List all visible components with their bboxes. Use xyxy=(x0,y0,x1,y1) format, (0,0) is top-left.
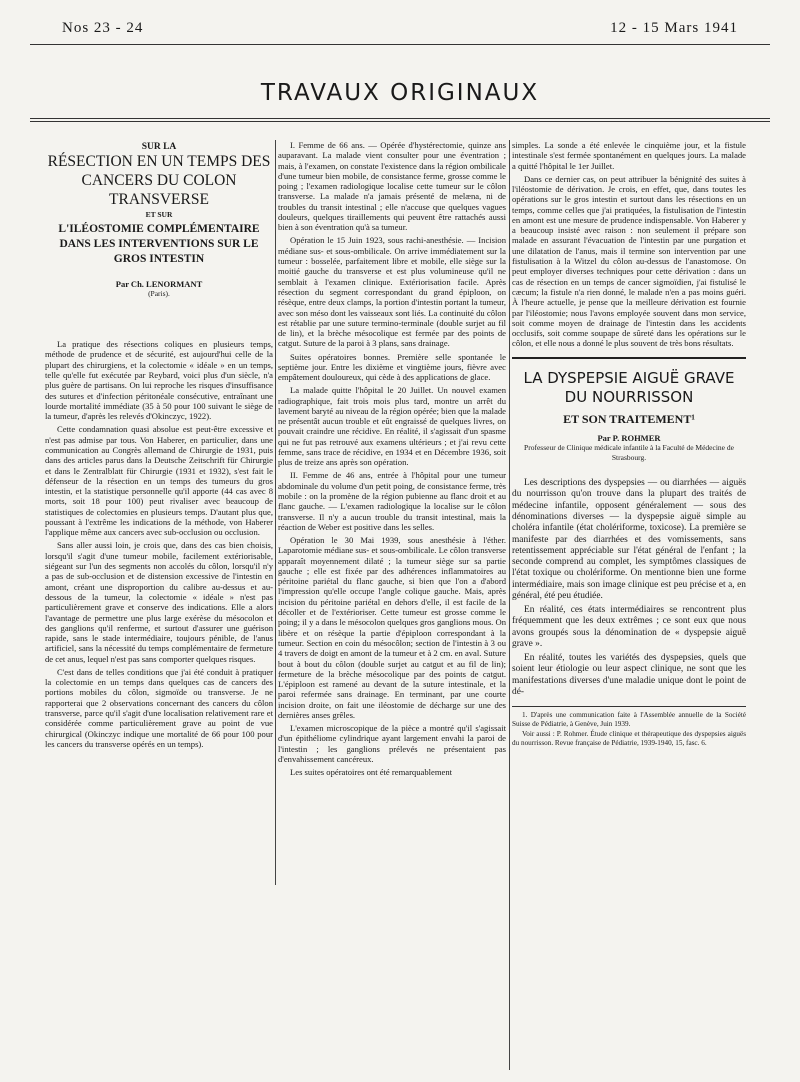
paragraph: Les descriptions des dyspepsies — ou diarrhées — aiguës du nourrisson qu'on trouve dans la plupart des traités de médecine infantile, opposent généralement — sous des dénominations diverses — la dyspepsie aiguë simple au choléra infantile (état cholériforme, toxicose). La première se manifeste par des diarrhées et des vomissements, sans retentissement appréciable sur l'état général de l'enfant ; la seconde comprend au complet, les symptômes classiques de l'état toxique ou cholériforme. On mentionne bien une forme intermédiaire, mais son image clinique est peu précise et a, en général, été peu étudiée. xyxy=(512,478,746,601)
paragraph: C'est dans de telles conditions que j'ai été conduit à pratiquer la colectomie en un temps dans quelques cas de cancers des portions mobiles du côlon, sigmoïde ou transverse. Je ne rapporterai que 2 observations concernant des cancers du côlon transverse, parce qu'il s'agit d'une localisation relativement rare et considérée comme particulièrement grave au point de vue chirurgical (Okinczyc indique une mortalité de 66 pour 100 pour les cancers du transverse opérés en un temps). xyxy=(45,666,273,749)
article2-subtitle: ET SON TRAITEMENT¹ xyxy=(563,411,695,426)
section-title: TRAVAUX ORIGINAUX xyxy=(260,80,540,106)
paragraph: En réalité, ces états intermédiaires se rencontrent plus fréquemment que les deux extrêmes ; ce sont eux que nous avons groupés sous la dénomination de « dyspepsie aiguë grave ». xyxy=(512,605,746,649)
article1-mid: ET SUR xyxy=(145,210,173,220)
paragraph: Sans aller aussi loin, je crois que, dans des cas bien choisis, lorsqu'il s'agit d'une tumeur mobile, facilement extériorisable, siégeant sur l'un des segments non accolés du côlon, lorsqu'il n'y a pas de sub-occlusion et de distension excessive de l'intestin en amont, créant une disproportion du calibre au-dessus et au-dessous de la tumeur, la colectomie « idéale » n'est pas particulièrement grave et conserve des indications. Elle a alors l'avantage de permettre une plus large exérèse du mésocolon et des ganglions qu'il renferme, et surtout d'assurer une guérison rapide, sans le stade intermédiaire, toujours pénible, de l'anus artificiel, sans la nécessité du temps complémentaire de fermeture de cet anus, lequel n'est pas sans comporter quelques risques. xyxy=(45,540,273,664)
paragraph: Les suites opératoires ont été remarquablement xyxy=(290,767,453,778)
article1-author: Par Ch. LENORMANT xyxy=(115,278,203,289)
column-rule-1 xyxy=(275,140,276,885)
article2-author: Par P. ROHMER xyxy=(597,432,661,443)
article-separator xyxy=(512,357,746,359)
column-2 xyxy=(278,140,506,1070)
header-rule xyxy=(30,44,770,45)
paragraph: simples. La sonde a été enlevée le cinquième jour, et la fistule intestinale s'est fermée spontanément en quelques jours. La malade a quitté l'hôpital le 1er Juillet. xyxy=(512,140,746,171)
paragraph: La malade quitte l'hôpital le 20 Juillet. Un nouvel examen radiographique, fait trois mois plus tard, montre un arrêt du lavement baryté au niveau de la région opérée; bien que la malade ne présentât aucun trouble et eût engraissé de quelques livres, on pouvait craindre une récidive. En réalité, il s'agissait d'un spasme qui ne fut pas retrouvé aux examens ultérieurs ; et j'ai revu cette femme, sans trace de récidive, en 1934 et en Décembre 1936, soit plus de treize ans après son opération. xyxy=(278,385,506,468)
paragraph: La pratique des résections coliques en plusieurs temps, méthode de prudence et de sécurité, est aujourd'hui celle de la plupart des chirurgiens, et la colectomie « idéale » en un temps, telle qu'elle fut exécutée par Reybard, voici plus d'un siècle, n'a plus guère de partisans. On lui reproche les risques d'insuffisance des sutures et d'infection péritonéale consécutive, entraînant une lourde mortalité immédiate (35 à 50 pour 100 suivant le siège de la tumeur, d'après les relevés d'Okinczyc, 1922). xyxy=(45,339,273,422)
article1-title: RÉSECTION EN UN TEMPS DES CANCERS DU COLON TRANSVERSE xyxy=(47,153,271,209)
paragraph: Dans ce dernier cas, on peut attribuer la bénignité des suites à l'iléostomie de dérivation. Je crois, en effet, que, dans toutes les opérations sur le gros intestin et surtout dans les résections en un temps, comme celles que j'ai pratiquées, la fistulisation de l'intestin en amont est une mesure de prudence indispensable. Von Haberer y a beaucoup insisté avec raison : non seulement il prépare son malade en assurant l'évacuation de l'intestin par une purgation et une dilatation de l'anus, mais il termine son intervention par une fistulisation à la Witzel du côlon au-dessus de l'anastomose. On peut employer diverses techniques pour cette dérivation : dans un cas de résection en un temps de cancer sigmoïdien, j'ai fistulisé le cæcum; la fistule n'a rien donné, le malade n'en a pas moins guéri. À l'heure actuelle, je pense que la meilleure dérivation est fournie par l'iléostomie; nous l'avons employée souvent dans mon service, soit comme moyen de drainage de l'intestin dans les accidents occlusifs, soit comme soupape de sûreté dans les opérations sur le côlon, et elle nous a donné le plus souvent de très bons résultats. xyxy=(512,173,746,349)
paragraph: Opération le 15 Juin 1923, sous rachi-anesthésie. — Incision médiane sus- et sous-ombilicale. On arrive immédiatement sur la tumeur : bosselée, parfaitement libre et mobile, elle siège sur la moitié gauche du transverse et est plus volumineuse qu'il ne semblait à l'examen clinique. Extériorisation facile. Après résection du segment correspondant du grand épiploon, on résèque, entre deux clamps, la portion d'intestin portant la tumeur, avec son méso dont les vaisseaux sont liés. La continuité du côlon est rétablie par une suture termino-terminale (double surjet au fil de lin), et la brèche mésocolique est fermée par des points de catgut. Suture de la paroi à 3 plans, sans drainage. xyxy=(278,235,506,349)
paragraph: Opération le 30 Mai 1939, sous anesthésie à l'éther. Laparotomie médiane sus- et sous-ombilicale. Le côlon transverse apparaît moyennement dilaté ; la tumeur siège sur sa partie gauche ; elle est fixée par des adhérences inflammatoires au péritoine pariétal du flanc gauche, si bien que l'on a d'abord l'impression qu'elle occupe l'angle colique gauche. Mais, après incision du péritoine pariétal en dehors d'elle, il est facile de la décoller et de l'extérioriser. Cette tumeur est grosse comme le poing; il y a dans le mésocolon quelques gros ganglions mous. On libère et on résèque la partie d'épiploon correspondant à la tumeur. Section en coin du mésocôlon; section de l'intestin à 3 ou 4 travers de doigt en amont de la tumeur et à 2 cm. en aval. Suture bout à bout du côlon (double surjet au catgut et au fil de lin); fermeture de la brèche mésocolique par des points de catgut. L'épiploon est ramené au devant de la suture intestinale, et la paroi refermée sans drainage. En terminant, par une courte incision droite, on fait une iléostomie de décharge sur une des dernières anses grêles. xyxy=(278,534,506,721)
paragraph: Cette condamnation quasi absolue est peut-être excessive et n'est pas admise par tous. Von Haberer, en particulier, dans une communication au Congrès allemand de Chirurgie de 1931, puis dans des articles parus dans la Deutsche Zeitschrift für Chirurgie et dans le Zentralblatt für Chirurgie (1931 et 1932), s'est fait le défenseur de la résection en un temps des tumeurs du gros intestin, et la statistique personnelle qu'il apporte (44 cas avec 8 morts, soit 18 pour 100) peut rivaliser avec beaucoup de statistiques de colectomies en plusieurs temps. D'autant plus que, poussant à l'extrême les indications de la méthode, von Haberer l'applique même aux cancers avec sub-occlusion ou occlusion. xyxy=(45,424,273,538)
article1-pre: SUR LA xyxy=(141,142,177,152)
footnotes xyxy=(512,706,746,748)
case-2: II. Femme de 46 ans, entrée à l'hôpital pour une tumeur abdominale du volume d'un petit poing, de consistance ferme, très mobile : on la promène de la région pubienne au flanc droit et au flanc gauche. — L'examen radiologique la localise sur le côlon transverse. Il n'y a aucun trouble du transit intestinal, mais la réaction de Weber est positive dans les selles. xyxy=(278,470,506,532)
column-1 xyxy=(45,140,273,900)
issue-number: Nos 23 - 24 xyxy=(62,20,144,36)
paragraph: L'examen microscopique de la pièce a montré qu'il s'agissait d'un épithéliome cylindrique ayant largement envahi la paroi de l'intestin ; les ganglions prélevés ne présentaient pas d'envahissement cancéreux. xyxy=(278,723,506,764)
article2-body xyxy=(512,478,746,698)
column-3 xyxy=(512,140,746,1070)
article2-title: LA DYSPEPSIE AIGUË GRAVE DU NOURRISSON xyxy=(523,368,735,406)
section-rule-top xyxy=(30,118,770,119)
column-rule-2 xyxy=(509,140,510,1070)
footnote: Voir aussi : P. Rohmer. Étude clinique et thérapeutique des dyspepsies aiguës du nourrisson. Revue française de Pédiatrie, 1939-1940, 15, fasc. 6. xyxy=(512,730,746,748)
paragraph: Suites opératoires bonnes. Première selle spontanée le septième jour. Entre les dixième et vingtième jours, fièvre avec empâtement douloureux, qui cède à des applications de glace. xyxy=(278,351,506,383)
case-1: I. Femme de 66 ans. — Opérée d'hystérectomie, quinze ans auparavant. La malade vient consulter pour une éventration ; mais, à l'examen, on constate l'existence dans la région ombilicale d'une tumeur bien mobile, de consistance ferme, grosse comme le poing ; l'examen radiologique localise cette tumeur sur le côlon transverse. La malade n'a jamais présenté de melæna, ni de troubles du transit intestinal ; elle n'accuse que quelques vagues douleurs, quelques tiraillements qui peuvent être rattachés aussi bien à son éventration qu'à sa tumeur. xyxy=(278,140,506,233)
article2-affiliation: Professeur de Clinique médicale infantile à la Faculté de Médecine de Strasbourg. xyxy=(524,443,734,462)
section-rule-bottom xyxy=(30,121,770,122)
article1-city: (Paris). xyxy=(148,288,170,298)
paragraph: En réalité, toutes les variétés des dyspepsies, quels que soient leur étiologie ou leur aspect clinique, ne sont que les manifestations diverses d'une maladie unique dont le point de dé- xyxy=(512,653,746,697)
footnote: 1. D'après une communication faite à l'Assemblée annuelle de la Société Suisse de Pédiatrie, à Genève, Juin 1939. xyxy=(512,711,746,729)
issue-date: 12 - 15 Mars 1941 xyxy=(610,20,738,36)
article1-subtitle: L'ILÉOSTOMIE COMPLÉMENTAIRE DANS LES INTERVENTIONS SUR LE GROS INTESTIN xyxy=(58,222,260,265)
